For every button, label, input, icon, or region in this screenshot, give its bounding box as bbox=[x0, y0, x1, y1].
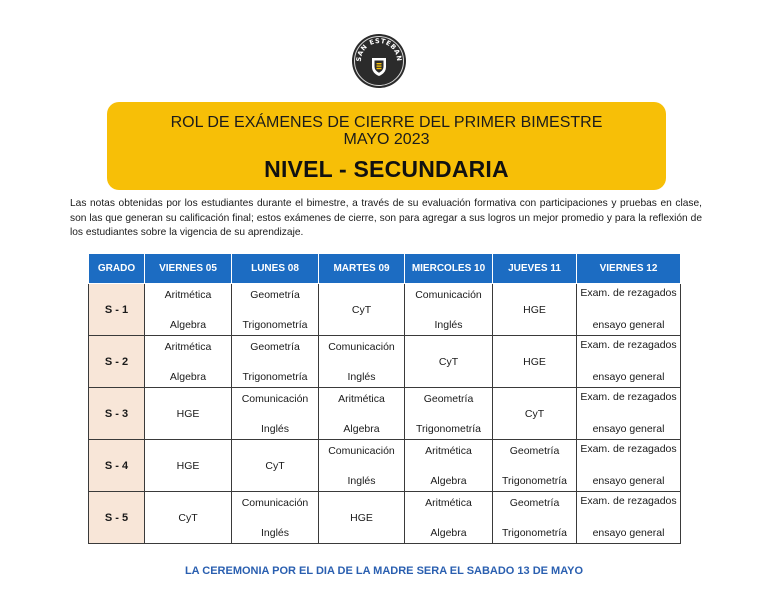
subject-cell bbox=[232, 492, 319, 544]
subject-label: Exam. de rezagados bbox=[580, 287, 677, 299]
subject-cell bbox=[145, 284, 232, 336]
subject-label: Inglés bbox=[260, 423, 290, 435]
school-crest-icon bbox=[351, 33, 407, 89]
subject-label: Algebra bbox=[169, 371, 207, 383]
subject-cell bbox=[493, 336, 577, 388]
subject-label: Inglés bbox=[347, 475, 376, 487]
subject-cell bbox=[145, 440, 232, 492]
subject-cell bbox=[577, 440, 681, 492]
subject-label: HGE bbox=[350, 512, 373, 524]
subject-label: ensayo general bbox=[592, 423, 665, 435]
table-row bbox=[89, 492, 681, 544]
subject-cell bbox=[405, 336, 493, 388]
subject-label: Inglés bbox=[434, 319, 463, 331]
subject-cell bbox=[577, 388, 681, 440]
grade-cell: S - 5 bbox=[89, 492, 145, 544]
subject-cell bbox=[405, 284, 493, 336]
subject-label: ensayo general bbox=[592, 371, 665, 383]
grade-cell: S - 2 bbox=[89, 336, 145, 388]
subject-cell bbox=[493, 440, 577, 492]
subject-cell bbox=[493, 492, 577, 544]
subject-label: CyT bbox=[351, 304, 372, 316]
logo-text: SAN ESTEBAN bbox=[354, 36, 404, 62]
subject-label: Aritmética bbox=[164, 341, 212, 353]
subject-label: CyT bbox=[178, 512, 198, 524]
subject-cell bbox=[319, 440, 405, 492]
subject-label: CyT bbox=[524, 408, 545, 420]
subject-label: Comunicación bbox=[328, 341, 395, 353]
banner-date: MAYO 2023 bbox=[343, 131, 430, 148]
subject-cell bbox=[319, 336, 405, 388]
subject-cell bbox=[319, 284, 405, 336]
subject-label: Geometría bbox=[423, 393, 474, 405]
subject-label: Aritmética bbox=[338, 393, 385, 405]
grade-cell: S - 3 bbox=[89, 388, 145, 440]
table-row bbox=[89, 284, 681, 336]
subject-label: Comunicación bbox=[241, 497, 309, 509]
subject-label: ensayo general bbox=[592, 475, 665, 487]
subject-label: Trigonometría bbox=[502, 475, 567, 487]
subject-cell bbox=[577, 284, 681, 336]
intro-paragraph: Las notas obtenidas por los estudiantes durante el bimestre, a través de su evaluación formativa con participaciones y pruebas en clase, son las que generan su calificación final; estos exámenes de cierre, son para agregar a sus logros un mejor promedio y para la reflexión de los estudiantes sobre la vigencia de su aprendizaje. bbox=[70, 198, 702, 239]
subject-label: CyT bbox=[265, 460, 285, 472]
table-header-row bbox=[89, 254, 681, 284]
table-row bbox=[89, 388, 681, 440]
subject-cell bbox=[232, 284, 319, 336]
subject-label: Exam. de rezagados bbox=[580, 391, 677, 403]
header-cell: MIERCOLES 10 bbox=[405, 254, 493, 284]
subject-label: Inglés bbox=[347, 371, 376, 383]
subject-cell bbox=[405, 440, 493, 492]
header-cell: LUNES 08 bbox=[232, 254, 319, 284]
subject-label: Geometría bbox=[250, 341, 300, 353]
subject-cell bbox=[232, 336, 319, 388]
subject-cell bbox=[577, 336, 681, 388]
subject-label: Algebra bbox=[343, 423, 380, 435]
subject-cell bbox=[319, 388, 405, 440]
subject-label: Algebra bbox=[169, 319, 207, 331]
subject-label: Algebra bbox=[430, 475, 467, 487]
subject-label: Trigonometría bbox=[416, 423, 481, 435]
subject-label: HGE bbox=[523, 356, 546, 368]
subject-label: Aritmética bbox=[164, 289, 212, 301]
subject-cell bbox=[577, 492, 681, 544]
grade-cell: S - 1 bbox=[89, 284, 145, 336]
exam-schedule-table bbox=[88, 253, 681, 544]
subject-label: HGE bbox=[523, 304, 546, 316]
header-cell: VIERNES 05 bbox=[145, 254, 232, 284]
header-cell: GRADO bbox=[89, 254, 145, 284]
subject-label: Aritmética bbox=[425, 445, 472, 457]
subject-label: Exam. de rezagados bbox=[580, 443, 677, 455]
subject-label: HGE bbox=[176, 460, 200, 472]
header-cell: MARTES 09 bbox=[319, 254, 405, 284]
subject-cell bbox=[232, 388, 319, 440]
subject-cell bbox=[145, 492, 232, 544]
subject-label: Aritmética bbox=[425, 497, 472, 509]
subject-cell bbox=[493, 284, 577, 336]
subject-label: HGE bbox=[176, 408, 200, 420]
table-row bbox=[89, 440, 681, 492]
subject-label: Exam. de rezagados bbox=[580, 495, 677, 507]
subject-label: CyT bbox=[438, 356, 459, 368]
subject-label: ensayo general bbox=[592, 319, 665, 331]
subject-cell bbox=[145, 336, 232, 388]
header-cell: VIERNES 12 bbox=[577, 254, 681, 284]
grade-cell: S - 4 bbox=[89, 440, 145, 492]
header-cell: JUEVES 11 bbox=[493, 254, 577, 284]
subject-label: Trigonometría bbox=[502, 527, 567, 539]
subject-label: Comunicación bbox=[415, 289, 482, 301]
subject-cell bbox=[405, 388, 493, 440]
subject-cell bbox=[319, 492, 405, 544]
subject-label: Geometría bbox=[509, 497, 560, 509]
subject-label: ensayo general bbox=[592, 527, 665, 539]
footer-announcement: LA CEREMONIA POR EL DIA DE LA MADRE SERA EL SABADO 13 DE MAYO bbox=[184, 565, 584, 577]
subject-label: Comunicación bbox=[241, 393, 309, 405]
subject-label: Geometría bbox=[509, 445, 560, 457]
subject-cell bbox=[145, 388, 232, 440]
banner-level: NIVEL - SECUNDARIA bbox=[264, 156, 509, 182]
subject-cell bbox=[405, 492, 493, 544]
subject-label: Trigonometría bbox=[242, 319, 308, 331]
banner-title: ROL DE EXÁMENES DE CIERRE DEL PRIMER BIMESTRE bbox=[170, 114, 603, 131]
subject-label: Trigonometría bbox=[242, 371, 308, 383]
subject-cell bbox=[232, 440, 319, 492]
title-banner bbox=[107, 102, 666, 190]
table-row bbox=[89, 336, 681, 388]
subject-label: Geometría bbox=[250, 289, 300, 301]
subject-label: Exam. de rezagados bbox=[580, 339, 677, 351]
subject-label: Comunicación bbox=[328, 445, 395, 457]
subject-cell bbox=[493, 388, 577, 440]
subject-label: Inglés bbox=[260, 527, 290, 539]
subject-label: Algebra bbox=[430, 527, 467, 539]
